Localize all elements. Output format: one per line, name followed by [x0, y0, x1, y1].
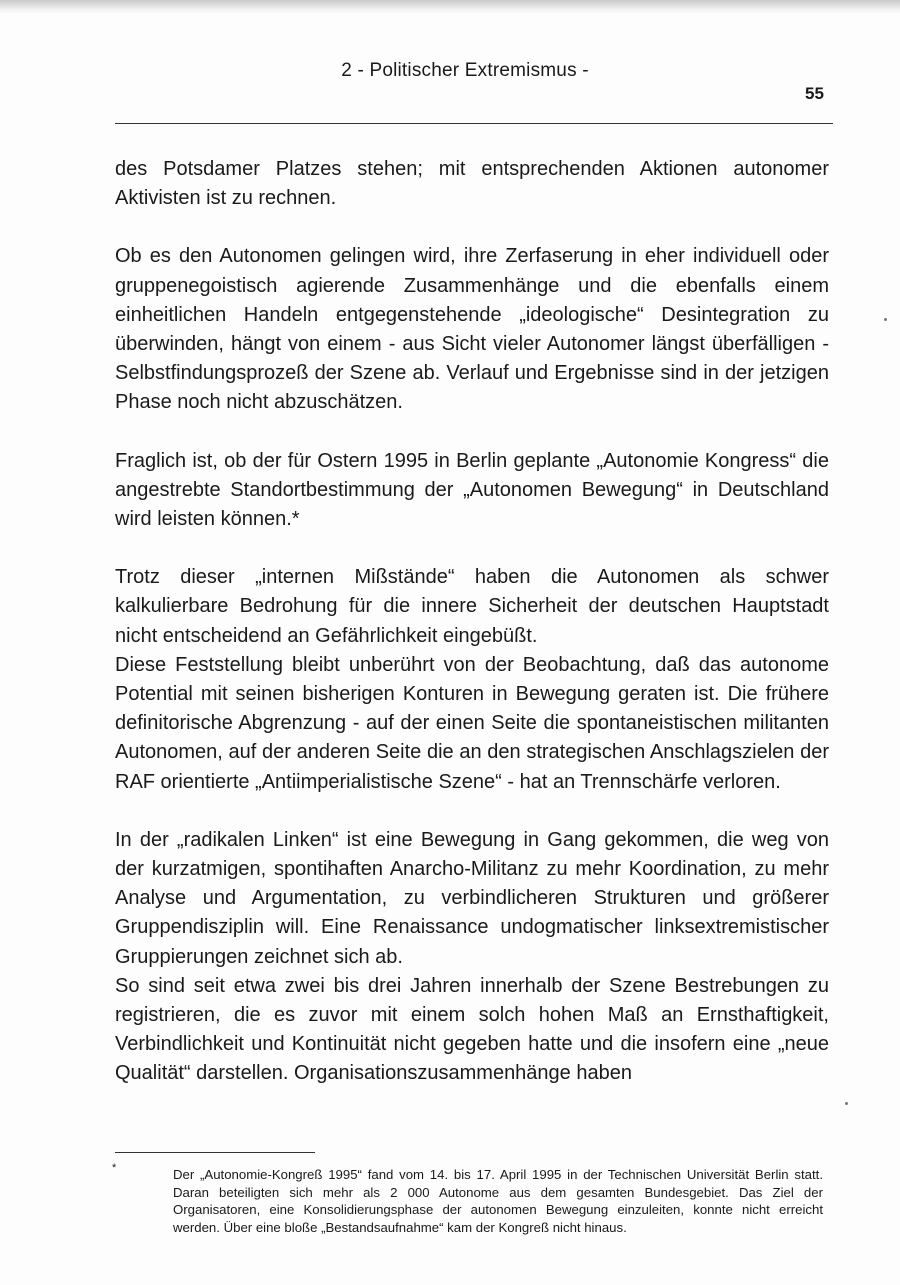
scan-edge-shadow [0, 0, 900, 14]
header-divider [115, 123, 833, 124]
footnote-marker: * [112, 1162, 117, 1174]
footnote-text: Der „Autonomie-Kongreß 1995“ fand vom 14. bis 17. April 1995 in der Technischen Universität Berlin statt. Daran beteiligten sich mehr als 2 000 Autonome aus dem gesamten Bundesgebiet. Das Ziel der Organisatoren, eine Konsolidierungsphase der autonomen Bewegung einzuleiten, konnte nicht erreicht werden. Über eine bloße „Bestandsaufnahme“ kam der Kongreß nicht hinaus. [173, 1167, 823, 1235]
paragraph: Fraglich ist, ob der für Ostern 1995 in Berlin geplante „Autonomie Kongress“ die angestrebte Standortbestimmung der „Autonomen Bewegung“ in Deutschland wird leisten können.* [115, 449, 829, 531]
paragraph: In der „radikalen Linken“ ist eine Bewegung in Gang gekommen, die weg von der kurzatmigen, spontihaften Anarcho-Militanz zu mehr Koordination, zu mehr Analyse und Argumentation, zu verbindlicheren Strukturen und größerer Gruppendisziplin will. Eine Renaissance undogmatischer linksextremistischer Gruppierungen zeichnet sich ab. [115, 828, 829, 968]
paragraph: Ob es den Autonomen gelingen wird, ihre Zerfaserung in eher individuell oder gruppenegoistisch agierende Zusammenhänge und die ebenfalls einem einheitlichen Handeln entgegenstehende „ideologische“ Desintegration zu überwinden, hängt von einem - aus Sicht vieler Autonomer längst überfälligen - Selbstfindungsprozeß der Szene ab. Verlauf und Ergebnisse sind in der jetzigen Phase noch nicht abzuschätzen. [115, 245, 829, 414]
scan-speck [845, 1102, 848, 1105]
paragraph: des Potsdamer Platzes stehen; mit entsprechenden Aktionen autonomer Aktivisten ist zu rechnen. [115, 158, 829, 210]
footnote-divider [115, 1152, 315, 1153]
paragraph: Trotz dieser „internen Mißstände“ haben die Autonomen als schwer kalkulierbare Bedrohung für die innere Sicherheit der deutschen Hauptstadt nicht entscheidend an Gefährlichkeit eingebüßt. [115, 566, 829, 647]
running-header: 2 - Politischer Extremismus - [341, 60, 589, 81]
paragraph: Diese Feststellung bleibt unberührt von der Beobachtung, daß das autonome Potential mit seinen bisherigen Konturen in Bewegung geraten ist. Die frühere definitorische Abgrenzung - auf der einen Seite die spontaneistischen militanten Autonomen, auf der anderen Seite die an den strategischen Anschlagszielen der RAF orientierte „Antiimperialistische Szene“ - hat an Trennschärfe verloren. [115, 653, 829, 793]
paragraph: So sind seit etwa zwei bis drei Jahren innerhalb der Szene Bestrebungen zu registrieren, die es zuvor mit einem solch hohen Maß an Ernsthaftigkeit, Verbindlichkeit und Kontinuität nicht gegeben hatte und die insofern eine „neue Qualität“ darstellen. Organisationszusammenhänge haben [115, 974, 829, 1085]
scan-speck [884, 318, 887, 321]
page-number: 55 [805, 84, 824, 103]
body-text [115, 155, 829, 1089]
